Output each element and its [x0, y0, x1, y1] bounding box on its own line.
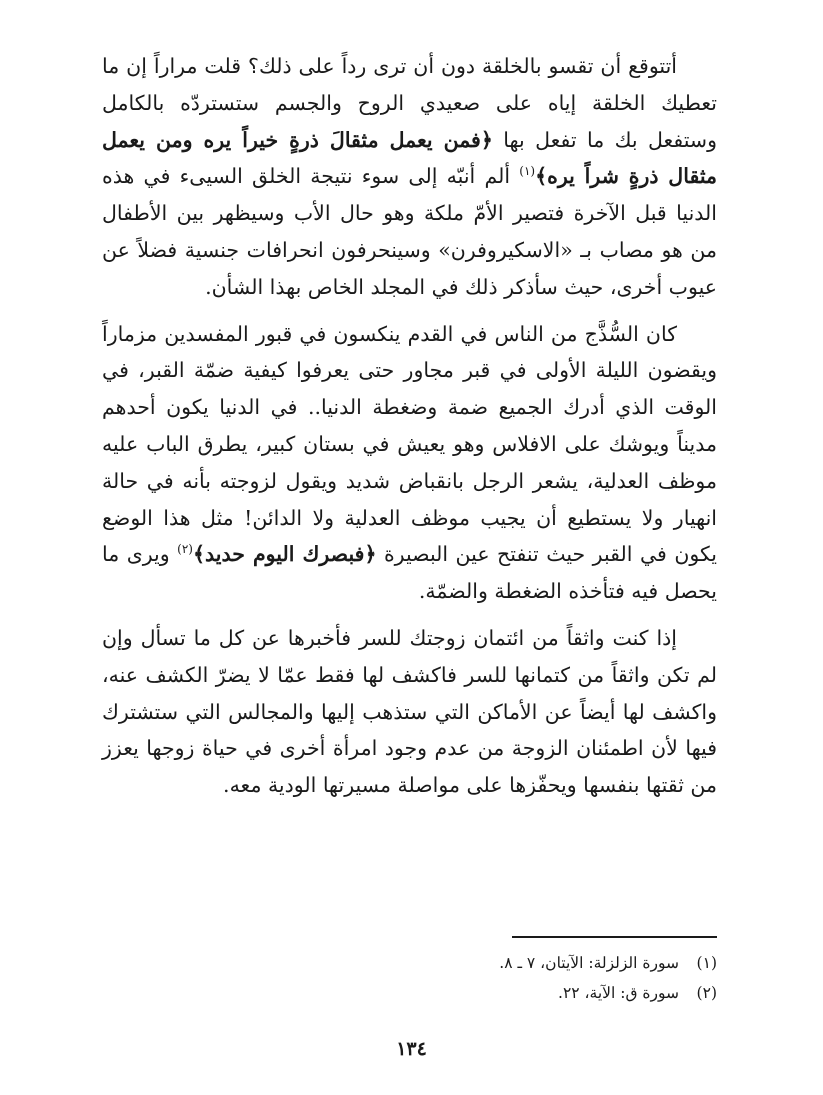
- paragraph-text: إذا كنت واثقاً من ائتمان زوجتك للسر فأخبرها عن كل ما تسأل وإن لم تكن واثقاً من كتمانها للسر فاكشف لها فقط عمّا لا يضرّ الكشف عنه، واكشف لها أيضاً عن الأماكن التي ستذهب إليها والمجالس التي ستشترك فيها لأن اطمئنان الزوجة من عدم وجود امرأة أخرى في حياة زوجها يعزز من ثقتها بنفسها ويحفّزها على مواصلة مسيرتها الودية معه.: [102, 625, 717, 798]
- footnote-divider: [512, 936, 717, 938]
- paragraph-text: أتتوقع أن تقسو بالخلقة دون أن ترى رداً على ذلك؟ قلت مراراً إن ما تعطيك الخلقة إياه على صعيدي الروح والجسم ستستردّه بالكامل وستفعل بك ما تفعل بها: [102, 54, 717, 152]
- page-number: ١٣٤: [396, 1038, 427, 1060]
- footnote-text: سورة الزلزلة: الآيتان، ٧ ـ ٨.: [499, 954, 679, 972]
- footnote-text: سورة ق: الآية، ٢٢.: [558, 984, 679, 1002]
- footnotes: [317, 948, 717, 1008]
- footnote-item: [317, 978, 717, 1008]
- paragraph-text: كان السُّذَّج من الناس في القدم ينكسون في قبور المفسدين مزماراً ويقضون الليلة الأولى في قبر مجاور حتى يعرفوا كيفية ضمّة القبر، في الوقت الذي أدرك الجميع ضمة وضغطة الدنيا.. في الدنيا يكون أحدهم مديناً ويوشك على الافلاس وهو يعيش في بستان كبير، يطرق الباب عليه موظف العدلية، يشعر الرجل بانقباض شديد ويقول لزوجته بأنه في حالة انهيار ولا يستطيع أن يجيب موظف العدلية ولا الدائن! مثل هذا الوضع يكون في القبر حيث تنفتح عين البصيرة: [102, 321, 717, 567]
- footnote-number: (١): [696, 954, 717, 972]
- quran-verse: ﴿فمن يعمل مثقالَ ذرةٍ خيراً يره ومن يعمل مثقال ذرةٍ شراً يره﴾: [102, 127, 717, 189]
- footnote-reference[interactable]: (١): [519, 164, 536, 179]
- paragraph-text: ويرى ما يحصل فيه فتأخذه الضغطة والضمّة.: [102, 542, 717, 604]
- footnote-reference[interactable]: (٢): [177, 542, 193, 557]
- footnote-number: (٢): [696, 984, 717, 1002]
- paragraph-text: ألم أنبّه إلى سوء نتيجة الخلق السيىء في هذه الدنيا قبل الآخرة فتصير الأمّ ملكة وهو حال الأب وسيظهر بين الأطفال من هو مصاب بـ «الاسكيروفرن» وسينحرفون انحرافات جنسية فضلاً عن عيوب أخرى، حيث سأذكر ذلك في المجلد الخاص بهذا الشأن.: [102, 164, 717, 299]
- paragraph: [102, 48, 717, 306]
- footnote-item: [317, 948, 717, 978]
- paragraph: [102, 620, 717, 804]
- paragraph: [102, 316, 717, 610]
- page-body: [102, 48, 717, 804]
- quran-verse: ﴿فبصرك اليوم حديد﴾: [192, 542, 377, 567]
